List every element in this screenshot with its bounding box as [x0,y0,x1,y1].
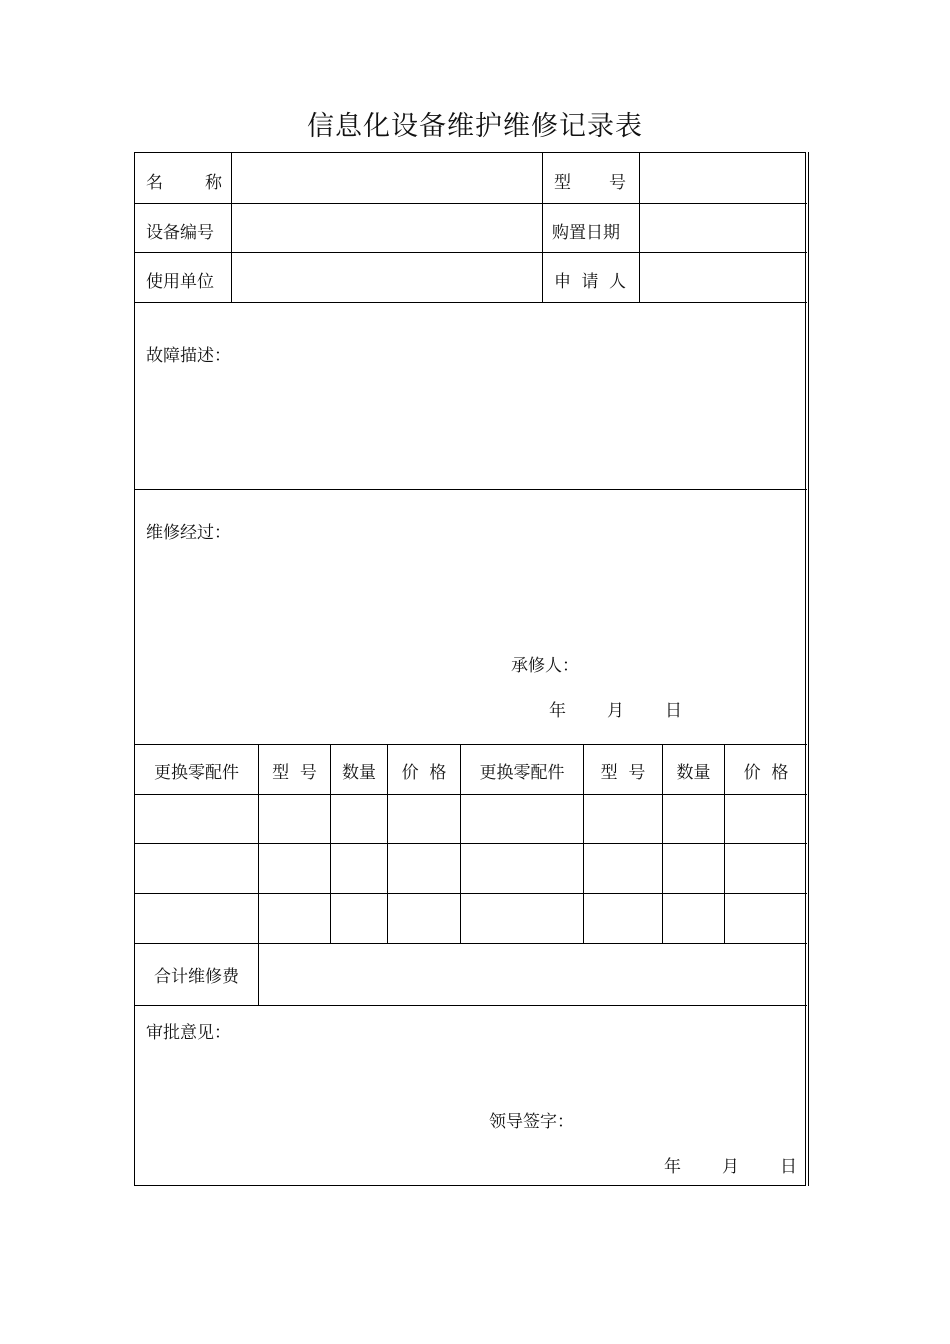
repair-label: 维修经过： [146,523,231,543]
row-divider [135,1005,807,1006]
applicant-field[interactable] [640,253,807,302]
parts-header: 型 号 [600,763,646,783]
parts-header: 数量 [676,763,711,783]
approval-date-day: 日 [780,1157,797,1177]
row-divider [135,744,807,745]
dept-label: 使用单位 [146,272,214,292]
approval-date-year: 年 [664,1157,681,1177]
row-divider [135,489,807,490]
record-form [134,152,806,1186]
repairer-label: 承修人： [511,656,579,676]
model-label: 型 号 [554,173,626,193]
name-field[interactable] [232,153,542,203]
row-divider [135,794,807,795]
device-no-field[interactable] [232,204,542,252]
repair-date-month: 月 [607,701,624,721]
parts-header: 型 号 [272,763,317,783]
row-divider [135,302,807,303]
total-field[interactable] [259,944,807,1005]
model-field[interactable] [640,153,807,203]
parts-header: 数量 [342,763,376,783]
total-label: 合计维修费 [154,967,239,987]
col-divider [542,153,543,302]
parts-header: 更换零配件 [154,763,239,783]
applicant-label: 申 请 人 [554,272,626,292]
repair-date-year: 年 [549,701,566,721]
device-no-label: 设备编号 [146,223,214,243]
parts-header: 价 格 [743,763,789,783]
dept-field[interactable] [232,253,542,302]
row-divider [135,843,807,844]
fault-label: 故障描述： [146,346,231,366]
parts-header: 价 格 [401,763,447,783]
purchase-date-field[interactable] [640,204,807,252]
name-label: 名 称 [146,173,222,193]
approval-label: 审批意见： [146,1023,231,1043]
parts-header: 更换零配件 [479,763,565,783]
approval-date-month: 月 [722,1157,739,1177]
page-title: 信息化设备维护维修记录表 [307,111,643,142]
row-divider [135,893,807,894]
repair-date-day: 日 [665,701,682,721]
signature-label: 领导签字： [489,1112,574,1132]
purchase-date-label: 购置日期 [552,223,620,243]
